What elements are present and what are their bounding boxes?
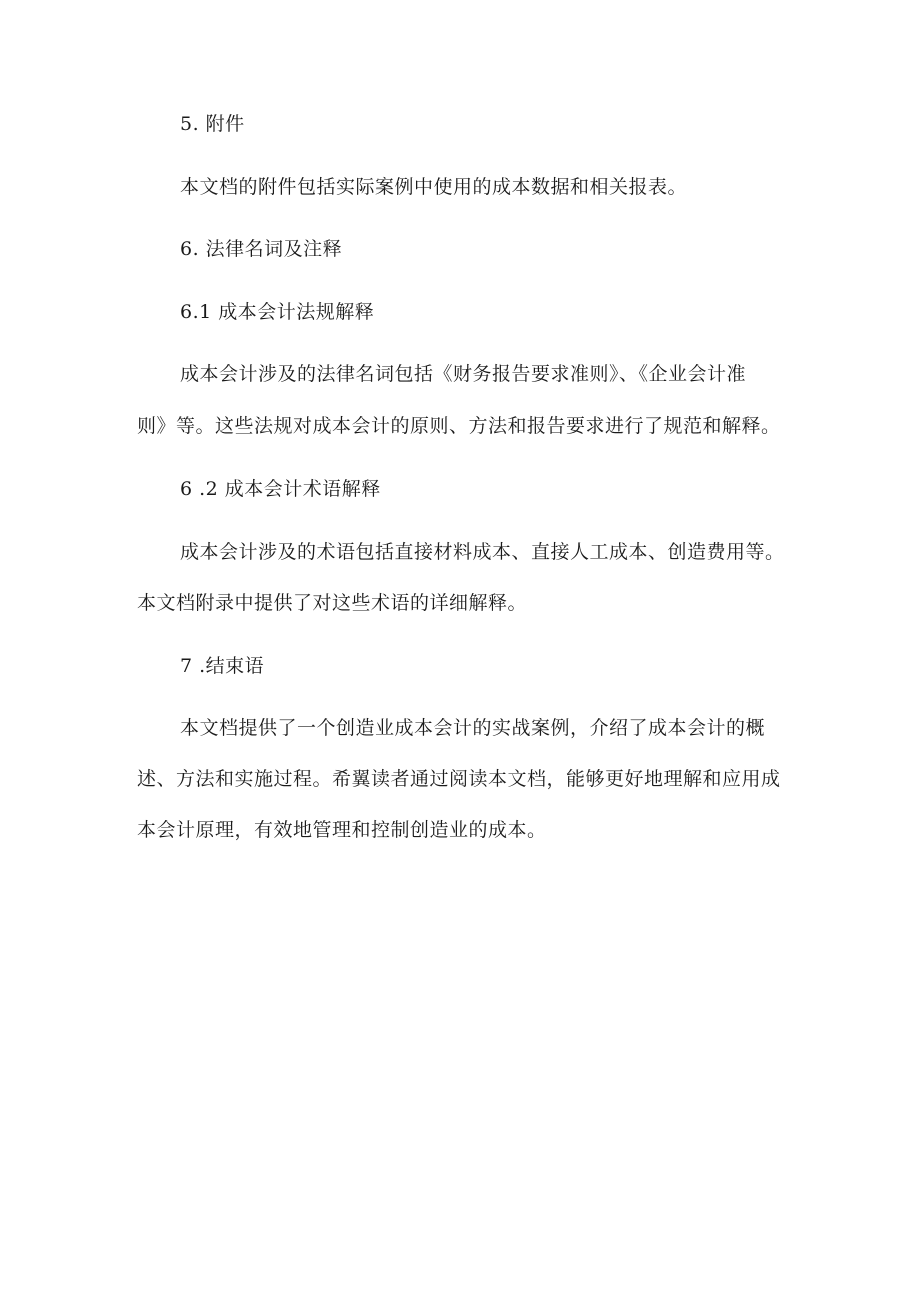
section-6-2-paragraph-line-1: 成本会计涉及的术语包括直接材料成本、直接人工成本、创造费用等。 — [180, 541, 785, 563]
section-6-1-paragraph-line-1: 成本会计涉及的法律名词包括《财务报告要求准则》、《企业会计准 — [180, 363, 747, 385]
section-5-heading: 5. 附件 — [180, 113, 245, 135]
section-6-1-heading: 6.1 成本会计法规解释 — [180, 301, 375, 323]
section-7-paragraph-line-1: 本文档提供了一个创造业成本会计的实战案例，介绍了成本会计的概 — [180, 717, 766, 739]
section-7-heading: 7 .结束语 — [180, 655, 265, 677]
section-6-2-heading: 6 .2 成本会计术语解释 — [180, 478, 381, 500]
section-6-1-paragraph-line-2: 则》等。这些法规对成本会计的原则、方法和报告要求进行了规范和解释。 — [137, 415, 781, 437]
section-7-paragraph-line-2: 述、方法和实施过程。希翼读者通过阅读本文档，能够更好地理解和应用成 — [137, 768, 781, 790]
section-6-2-paragraph-line-2: 本文档附录中提供了对这些术语的详细解释。 — [137, 592, 528, 614]
section-7-paragraph-line-3: 本会计原理，有效地管理和控制创造业的成本。 — [137, 819, 547, 841]
section-6-heading: 6. 法律名词及注释 — [180, 238, 343, 260]
section-5-paragraph: 本文档的附件包括实际案例中使用的成本数据和相关报表。 — [180, 176, 688, 198]
